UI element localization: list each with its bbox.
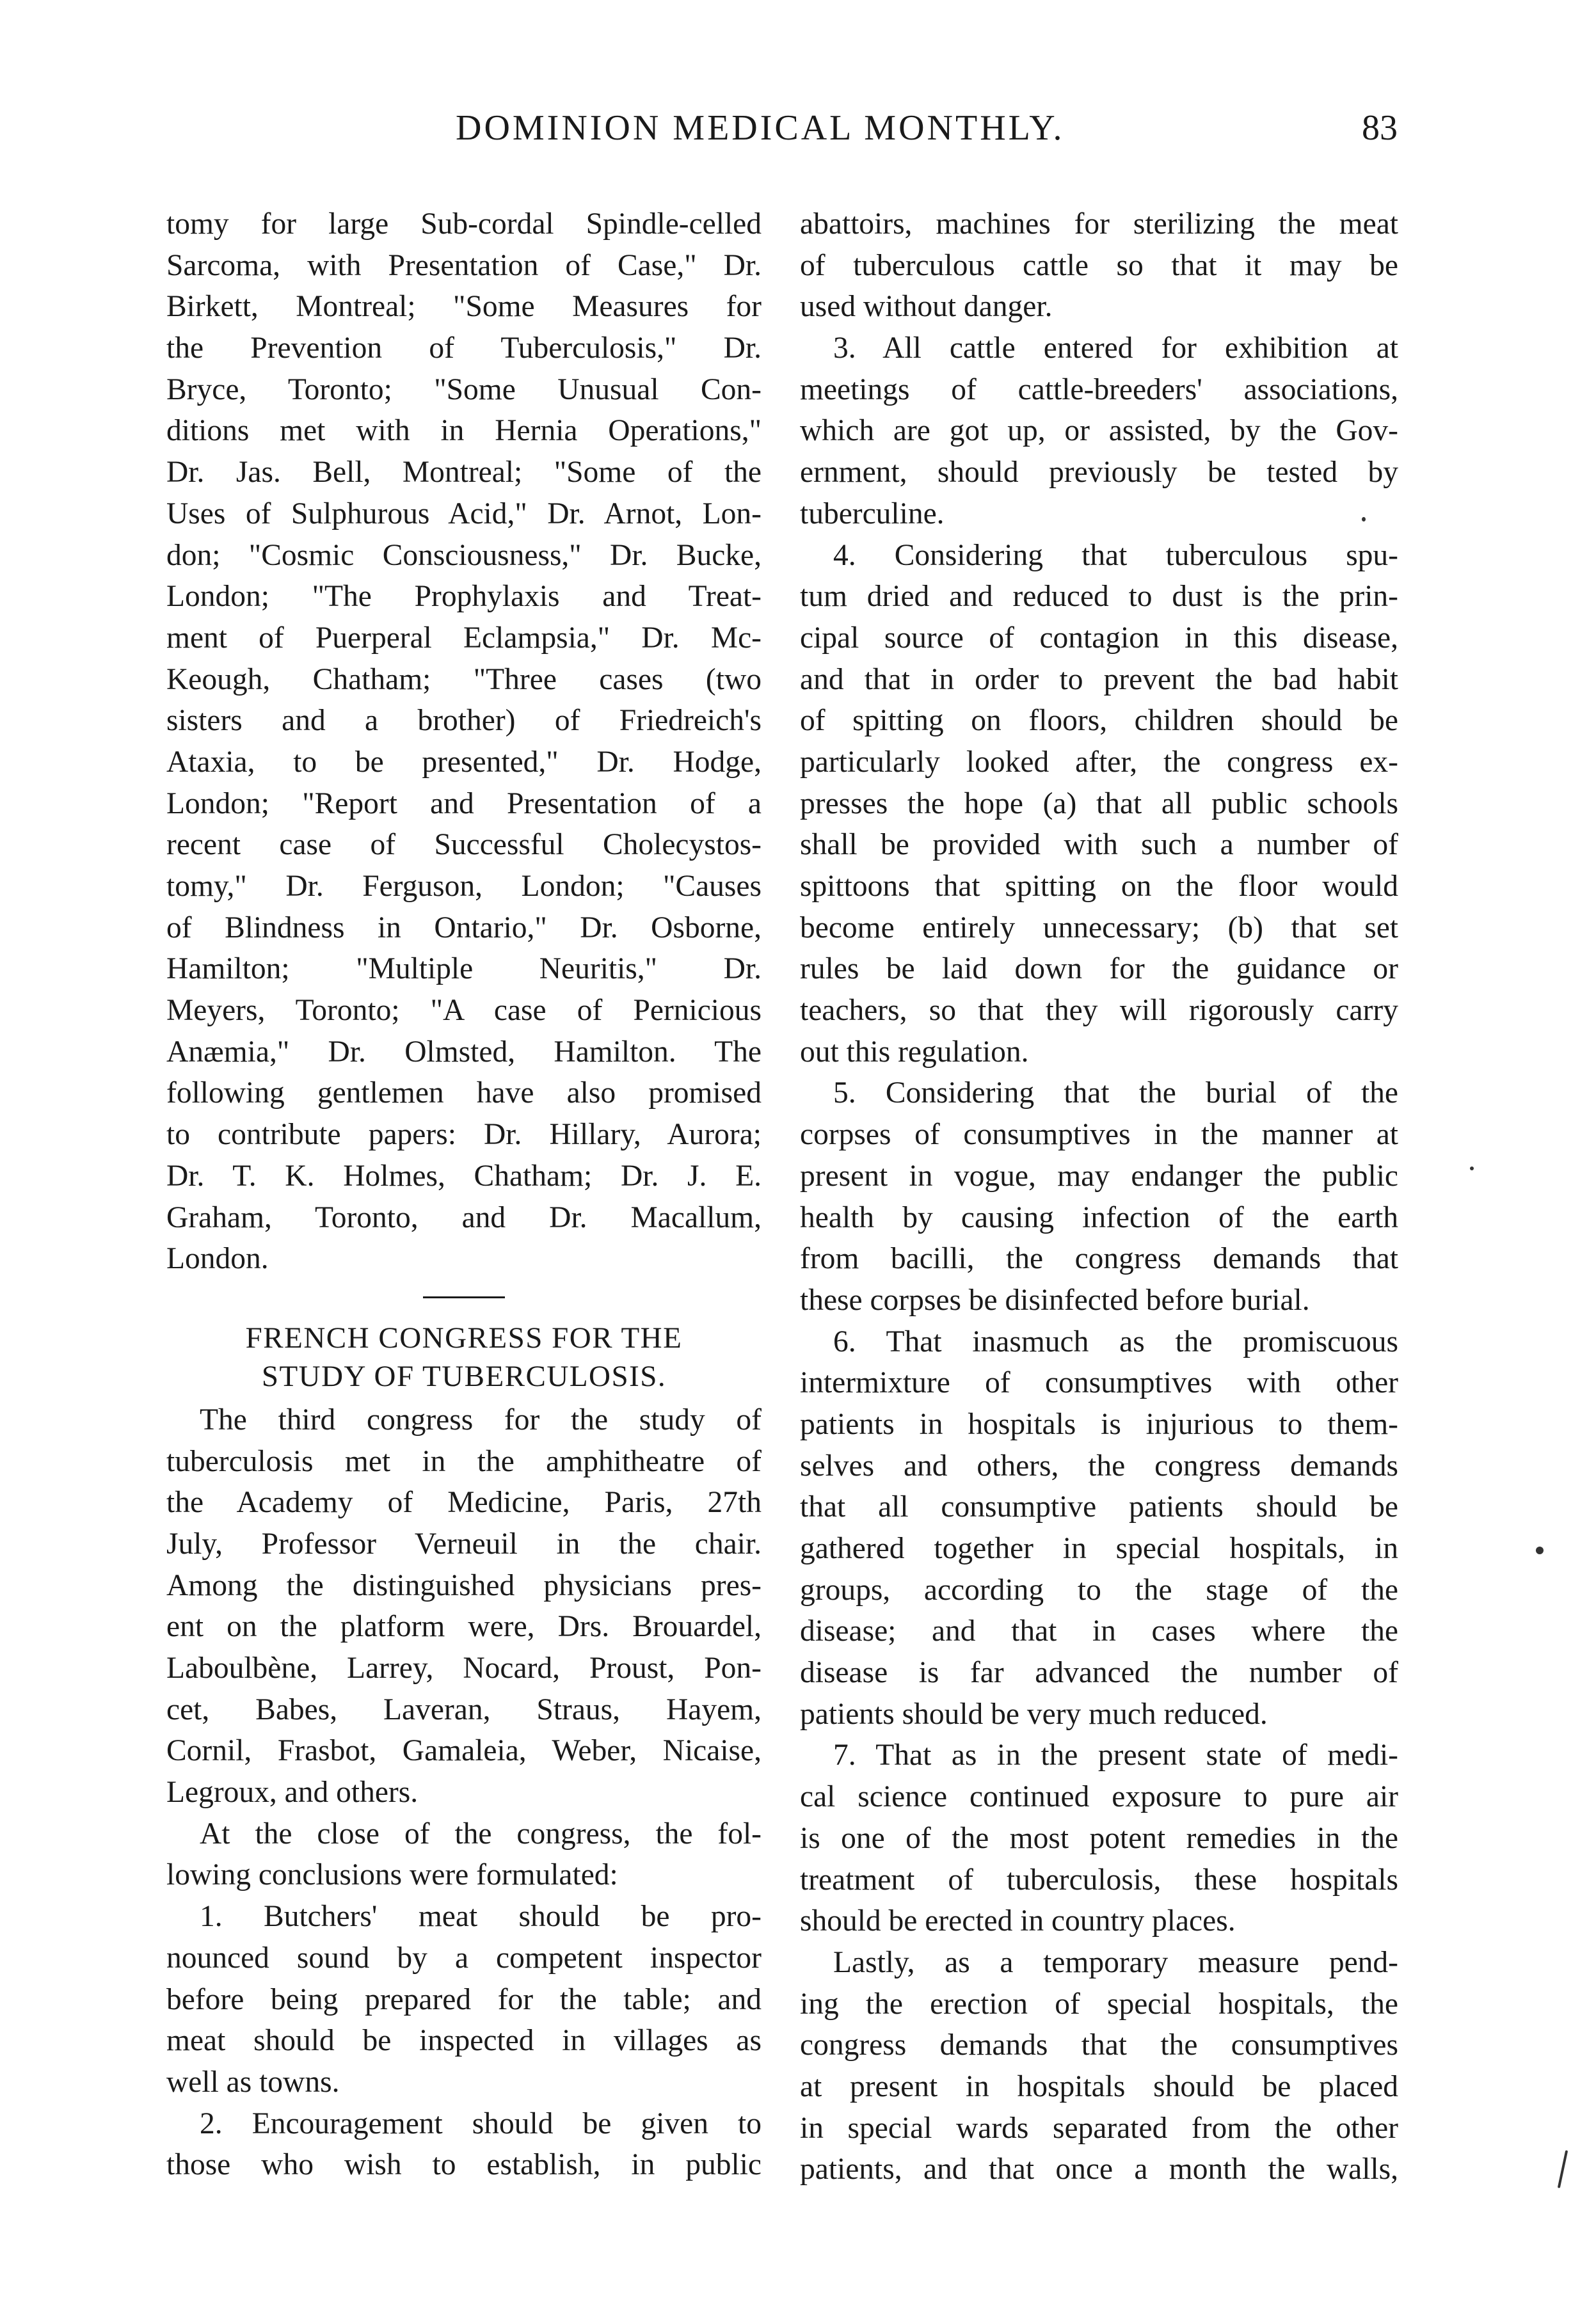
text-line: 1. Butchers' meat should be pro-	[200, 1900, 762, 1934]
paragraph-item-4	[800, 535, 1398, 1073]
text-line: disease is far advanced the number of	[800, 1656, 1398, 1690]
text-line: Birkett, Montreal; "Some Measures for	[166, 290, 762, 324]
text-line: these corpses be disinfected before burial.	[800, 1283, 1310, 1317]
text-line: don; "Cosmic Consciousness," Dr. Bucke,	[166, 538, 762, 572]
text-line: ment of Puerperal Eclampsia," Dr. Mc-	[166, 621, 762, 655]
text-line: Hamilton; "Multiple Neuritis," Dr.	[166, 952, 762, 986]
text-line: Lastly, as a temporary measure pend-	[833, 1945, 1398, 1979]
text-line: well as towns.	[166, 2065, 340, 2099]
text-line: 6. That inasmuch as the promiscuous	[833, 1325, 1398, 1358]
text-line: following gentlemen have also promised	[166, 1076, 762, 1110]
text-line: intermixture of consumptives with other	[800, 1366, 1398, 1400]
ink-speck	[1536, 1547, 1544, 1554]
text-line: cal science continued exposure to pure air	[800, 1780, 1398, 1814]
text-line: lowing conclusions were formulated:	[166, 1858, 618, 1892]
text-line: tomy," Dr. Ferguson, London; "Causes	[166, 870, 762, 903]
text-line: cet, Babes, Laveran, Straus, Hayem,	[166, 1692, 762, 1726]
ink-speck	[1470, 1166, 1474, 1170]
paragraph-item-3	[800, 328, 1398, 534]
text-line: abattoirs, machines for sterilizing the meat	[800, 207, 1398, 241]
text-line: congress demands that the consumptives	[800, 2028, 1398, 2062]
paragraph-item-2-continued	[800, 203, 1398, 328]
text-line: tomy for large Sub-cordal Spindle-celled	[166, 207, 762, 241]
text-line: ditions met with in Hernia Operations,"	[166, 414, 762, 448]
text-line: which are got up, or assisted, by the Gov-	[800, 414, 1398, 448]
text-line: teachers, so that they will rigorously carry	[800, 994, 1398, 1028]
text-line: present in vogue, may endanger the public	[800, 1159, 1398, 1193]
journal-title: DOMINION MEDICAL MONTHLY.	[456, 108, 1065, 148]
paragraph-continued	[166, 203, 762, 1280]
heading-line: FRENCH CONGRESS FOR THE	[245, 1321, 683, 1355]
text-line: in special wards separated from the other	[800, 2111, 1398, 2145]
text-line: gathered together in special hospitals, in	[800, 1532, 1398, 1565]
text-line: nounced sound by a competent inspector	[166, 1941, 762, 1975]
paragraph-intro	[166, 1399, 762, 1813]
text-line: patients, and that once a month the walls,	[800, 2153, 1398, 2186]
text-line: from bacilli, the congress demands that	[800, 1242, 1398, 1276]
text-line: to contribute papers: Dr. Hillary, Aurora;	[166, 1118, 762, 1152]
text-line: the Prevention of Tuberculosis," Dr.	[166, 331, 762, 365]
text-line: at present in hospitals should be placed	[800, 2069, 1398, 2103]
page-number: 83	[1362, 108, 1398, 148]
text-line: those who wish to establish, in public	[166, 2148, 762, 2182]
text-line: London.	[166, 1242, 269, 1276]
text-line: corpses of consumptives in the manner at	[800, 1118, 1398, 1152]
text-line: ing the erection of special hospitals, the	[800, 1987, 1398, 2021]
text-line: presses the hope (a) that all public schools	[800, 786, 1398, 820]
text-line: particularly looked after, the congress ex-	[800, 745, 1398, 779]
text-line: groups, according to the stage of the	[800, 1573, 1398, 1607]
text-line: meetings of cattle-breeders' associations,	[800, 372, 1398, 406]
paragraph-item-7	[800, 1735, 1398, 1941]
heading-spacer	[166, 1394, 762, 1399]
text-line: before being prepared for the table; and	[166, 1982, 762, 2016]
paragraph-item-5	[800, 1072, 1398, 1321]
text-line: London; "The Prophylaxis and Treat-	[166, 580, 762, 614]
paragraph-item-6	[800, 1321, 1398, 1735]
text-line: Among the distinguished physicians pres-	[166, 1568, 762, 1602]
paragraph-close	[166, 1813, 762, 1896]
text-line: tum dried and reduced to dust is the prin-	[800, 580, 1398, 614]
text-line: tuberculine.	[800, 497, 945, 530]
text-line: 4. Considering that tuberculous spu-	[833, 538, 1398, 572]
text-line: that all consumptive patients should be	[800, 1490, 1398, 1524]
ink-speck	[1362, 517, 1366, 522]
text-line: ent on the platform were, Drs. Brouardel,	[166, 1610, 762, 1644]
text-line: should be erected in country places.	[800, 1904, 1236, 1938]
text-line: Bryce, Toronto; "Some Unusual Con-	[166, 372, 762, 406]
right-column	[800, 203, 1398, 2190]
text-line: spittoons that spitting on the floor would	[800, 870, 1398, 903]
text-line: and that in order to prevent the bad habit	[800, 662, 1398, 696]
text-line: Keough, Chatham; "Three cases (two	[166, 662, 762, 696]
text-line: 7. That as in the present state of medi-	[833, 1739, 1398, 1772]
left-column	[166, 203, 762, 2186]
text-line: Meyers, Toronto; "A case of Pernicious	[166, 994, 762, 1028]
text-line: selves and others, the congress demands	[800, 1449, 1398, 1483]
text-line: of Blindness in Ontario," Dr. Osborne,	[166, 911, 762, 944]
text-line: out this regulation.	[800, 1035, 1029, 1069]
heading-line: STUDY OF TUBERCULOSIS.	[261, 1359, 667, 1393]
text-line: Legroux, and others.	[166, 1776, 419, 1810]
text-line: Uses of Sulphurous Acid," Dr. Arnot, Lon-	[166, 497, 762, 530]
text-line: recent case of Successful Cholecystos-	[166, 828, 762, 862]
section-heading	[166, 1318, 762, 1394]
text-line: shall be provided with such a number of	[800, 828, 1398, 862]
text-line: Graham, Toronto, and Dr. Macallum,	[166, 1200, 762, 1234]
text-line: meat should be inspected in villages as	[166, 2024, 762, 2058]
text-line: treatment of tuberculosis, these hospitals	[800, 1863, 1398, 1897]
text-line: sisters and a brother) of Friedreich's	[166, 704, 762, 738]
text-line: the Academy of Medicine, Paris, 27th	[166, 1486, 762, 1520]
running-head	[0, 107, 1596, 165]
text-line: 3. All cattle entered for exhibition at	[833, 331, 1398, 365]
text-line: patients should be very much reduced.	[800, 1697, 1268, 1731]
ink-mark	[1558, 2150, 1568, 2188]
text-line: 5. Considering that the burial of the	[833, 1076, 1398, 1110]
text-line: become entirely unnecessary; (b) that set	[800, 911, 1398, 944]
text-line: Laboulbène, Larrey, Nocard, Proust, Pon-	[166, 1652, 762, 1685]
text-line: 2. Encouragement should be given to	[200, 2106, 762, 2140]
text-line: used without danger.	[800, 290, 1053, 324]
text-line: of spitting on floors, children should be	[800, 704, 1398, 738]
text-line: disease; and that in cases where the	[800, 1614, 1398, 1648]
text-line: London; "Report and Presentation of a	[166, 786, 762, 820]
text-line: is one of the most potent remedies in the	[800, 1821, 1398, 1855]
text-line: July, Professor Verneuil in the chair.	[166, 1527, 762, 1561]
text-line: health by causing infection of the earth	[800, 1200, 1398, 1234]
paragraph-item-2	[166, 2103, 762, 2186]
text-line: Cornil, Frasbot, Gamaleia, Weber, Nicaise,	[166, 1734, 762, 1768]
text-line: Anæmia," Dr. Olmsted, Hamilton. The	[166, 1035, 762, 1069]
text-line: Sarcoma, with Presentation of Case," Dr.	[166, 248, 762, 282]
paragraph-item-1	[166, 1896, 762, 2103]
text-line: rules be laid down for the guidance or	[800, 952, 1398, 986]
text-line: of tuberculous cattle so that it may be	[800, 248, 1398, 282]
text-line: ernment, should previously be tested by	[800, 456, 1398, 490]
text-line: Dr. T. K. Holmes, Chatham; Dr. J. E.	[166, 1159, 762, 1193]
text-line: At the close of the congress, the fol-	[200, 1817, 762, 1851]
text-line: tuberculosis met in the amphitheatre of	[166, 1444, 762, 1478]
text-line: The third congress for the study of	[200, 1403, 762, 1437]
text-line: Ataxia, to be presented," Dr. Hodge,	[166, 745, 762, 779]
section-divider	[423, 1296, 505, 1298]
text-line: Dr. Jas. Bell, Montreal; "Some of the	[166, 456, 762, 490]
text-line: patients in hospitals is injurious to them-	[800, 1407, 1398, 1441]
text-line: cipal source of contagion in this disease,	[800, 621, 1398, 655]
paragraph-lastly	[800, 1942, 1398, 2190]
